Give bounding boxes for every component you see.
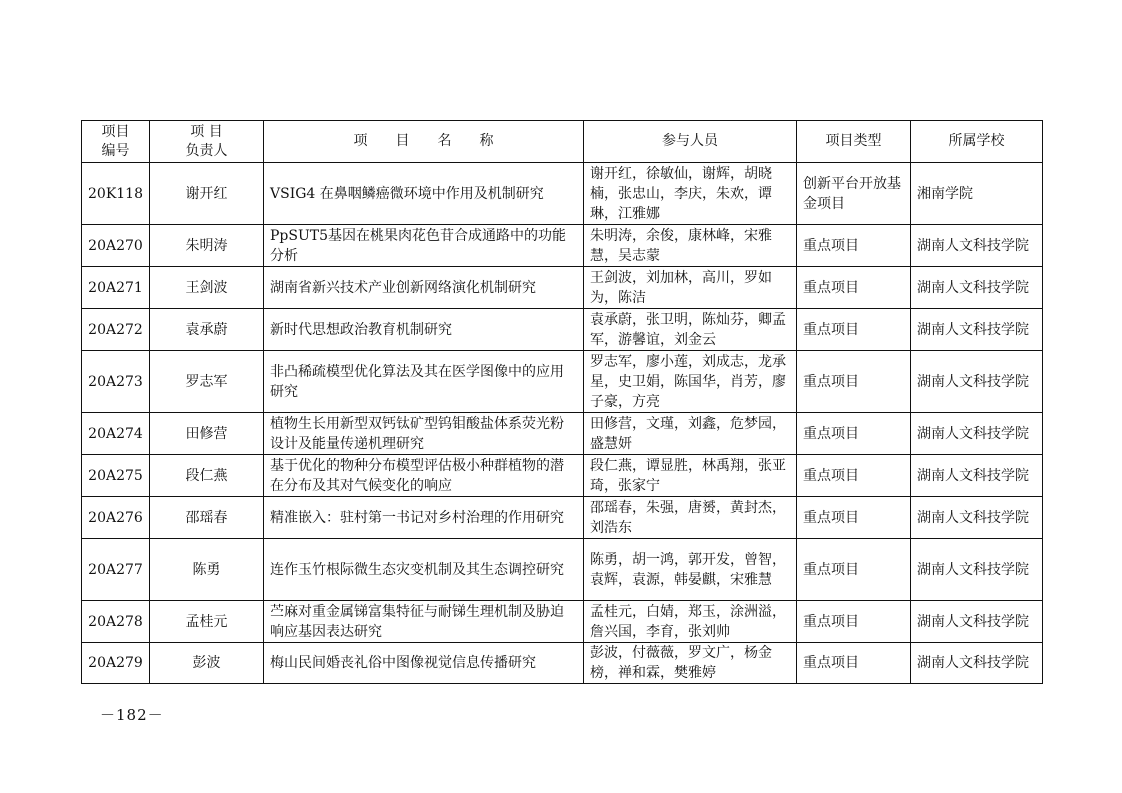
- project-type-cell: 重点项目: [797, 351, 911, 413]
- project-code-cell: 20A274: [82, 413, 150, 455]
- project-name-cell: 植物生长用新型双钙钛矿型钨钼酸盐体系荧光粉设计及能量传递机理研究: [264, 413, 584, 455]
- table-row: [82, 267, 1043, 309]
- school-cell: 湖南人文科技学院: [911, 497, 1043, 539]
- project-lead-cell: 罗志军: [150, 351, 264, 413]
- school-cell: 湖南人文科技学院: [911, 455, 1043, 497]
- project-type-cell: 重点项目: [797, 413, 911, 455]
- participants-cell: 谢开红，徐敏仙，谢辉，胡晓楠，张忠山，李庆，朱欢，谭琳，江雅娜: [584, 163, 797, 225]
- participants-cell: 朱明涛，余俊，康林峰，宋雅慧，吴志蒙: [584, 225, 797, 267]
- project-name-cell: 梅山民间婚丧礼俗中图像视觉信息传播研究: [264, 643, 584, 684]
- project-type-cell: 重点项目: [797, 309, 911, 351]
- project-name-cell: 连作玉竹根际微生态灾变机制及其生态调控研究: [264, 539, 584, 601]
- project-name-cell: 精准嵌入：驻村第一书记对乡村治理的作用研究: [264, 497, 584, 539]
- project-type-cell: 重点项目: [797, 455, 911, 497]
- header-school: 所属学校: [911, 121, 1043, 163]
- participants-cell: 王剑波，刘加林，高川，罗如为，陈洁: [584, 267, 797, 309]
- participants-cell: 陈勇，胡一鸿，郭开发，曾智，袁辉，袁源，韩晏麒，宋雅慧: [584, 539, 797, 601]
- school-cell: 湖南人文科技学院: [911, 539, 1043, 601]
- school-cell: 湖南人文科技学院: [911, 225, 1043, 267]
- project-code-cell: 20A272: [82, 309, 150, 351]
- project-lead-cell: 朱明涛: [150, 225, 264, 267]
- school-cell: 湖南人文科技学院: [911, 413, 1043, 455]
- project-lead-cell: 邵瑶春: [150, 497, 264, 539]
- project-type-cell: 重点项目: [797, 497, 911, 539]
- project-name-cell: 新时代思想政治教育机制研究: [264, 309, 584, 351]
- page-number: －182－: [100, 706, 164, 724]
- participants-cell: 彭波，付薇薇，罗文广，杨金榜，禅和霖，樊雅婷: [584, 643, 797, 684]
- participants-cell: 段仁燕，谭显胜，林禹翔，张亚琦，张家宁: [584, 455, 797, 497]
- project-name-cell: 湖南省新兴技术产业创新网络演化机制研究: [264, 267, 584, 309]
- project-lead-cell: 王剑波: [150, 267, 264, 309]
- table-row: [82, 351, 1043, 413]
- school-cell: 湖南人文科技学院: [911, 643, 1043, 684]
- table-row: [82, 163, 1043, 225]
- participants-cell: 孟桂元，白婧，郑玉，涂洲溢，詹兴国，李育，张刘帅: [584, 601, 797, 643]
- project-code-cell: 20A275: [82, 455, 150, 497]
- project-type-cell: 重点项目: [797, 267, 911, 309]
- header-participants: 参与人员: [584, 121, 797, 163]
- header-project-code: 项目 编号: [82, 121, 150, 163]
- table-row: [82, 413, 1043, 455]
- project-type-cell: 重点项目: [797, 601, 911, 643]
- header-project-name: 项 目 名 称: [264, 121, 584, 163]
- project-code-cell: 20A278: [82, 601, 150, 643]
- header-project-type: 项目类型: [797, 121, 911, 163]
- table-row: [82, 643, 1043, 684]
- table-row: [82, 497, 1043, 539]
- project-type-cell: 创新平台开放基金项目: [797, 163, 911, 225]
- project-lead-cell: 孟桂元: [150, 601, 264, 643]
- project-code-cell: 20A277: [82, 539, 150, 601]
- project-name-cell: VSIG4 在鼻咽鳞癌微环境中作用及机制研究: [264, 163, 584, 225]
- participants-cell: 田修营，文瑾，刘鑫，危梦园，盛慧妍: [584, 413, 797, 455]
- table-row: [82, 601, 1043, 643]
- project-lead-cell: 段仁燕: [150, 455, 264, 497]
- project-name-cell: 苎麻对重金属锑富集特征与耐锑生理机制及胁迫响应基因表达研究: [264, 601, 584, 643]
- project-name-cell: 基于优化的物种分布模型评估极小种群植物的潜在分布及其对气候变化的响应: [264, 455, 584, 497]
- project-code-cell: 20A273: [82, 351, 150, 413]
- project-lead-cell: 彭波: [150, 643, 264, 684]
- project-lead-cell: 袁承蔚: [150, 309, 264, 351]
- project-table: [81, 120, 1043, 684]
- project-code-cell: 20K118: [82, 163, 150, 225]
- table-row: [82, 309, 1043, 351]
- table-row: [82, 455, 1043, 497]
- school-cell: 湖南人文科技学院: [911, 601, 1043, 643]
- participants-cell: 罗志军，廖小莲，刘成志，龙承星，史卫娟，陈国华，肖芳，廖子豪，方亮: [584, 351, 797, 413]
- project-lead-cell: 谢开红: [150, 163, 264, 225]
- table-row: [82, 539, 1043, 601]
- project-code-cell: 20A271: [82, 267, 150, 309]
- school-cell: 湖南人文科技学院: [911, 309, 1043, 351]
- participants-cell: 邵瑶春，朱强，唐赟，黄封杰，刘浩东: [584, 497, 797, 539]
- table-row: [82, 225, 1043, 267]
- school-cell: 湖南人文科技学院: [911, 351, 1043, 413]
- project-type-cell: 重点项目: [797, 643, 911, 684]
- project-code-cell: 20A279: [82, 643, 150, 684]
- project-code-cell: 20A276: [82, 497, 150, 539]
- project-type-cell: 重点项目: [797, 539, 911, 601]
- participants-cell: 袁承蔚，张卫明，陈灿芬，卿孟军，游馨谊，刘金云: [584, 309, 797, 351]
- project-code-cell: 20A270: [82, 225, 150, 267]
- school-cell: 湖南人文科技学院: [911, 267, 1043, 309]
- project-type-cell: 重点项目: [797, 225, 911, 267]
- project-lead-cell: 陈勇: [150, 539, 264, 601]
- school-cell: 湘南学院: [911, 163, 1043, 225]
- table-header-row: [82, 121, 1043, 163]
- header-project-lead: 项 目 负责人: [150, 121, 264, 163]
- project-name-cell: PpSUT5基因在桃果肉花色苷合成通路中的功能分析: [264, 225, 584, 267]
- project-name-cell: 非凸稀疏模型优化算法及其在医学图像中的应用研究: [264, 351, 584, 413]
- project-lead-cell: 田修营: [150, 413, 264, 455]
